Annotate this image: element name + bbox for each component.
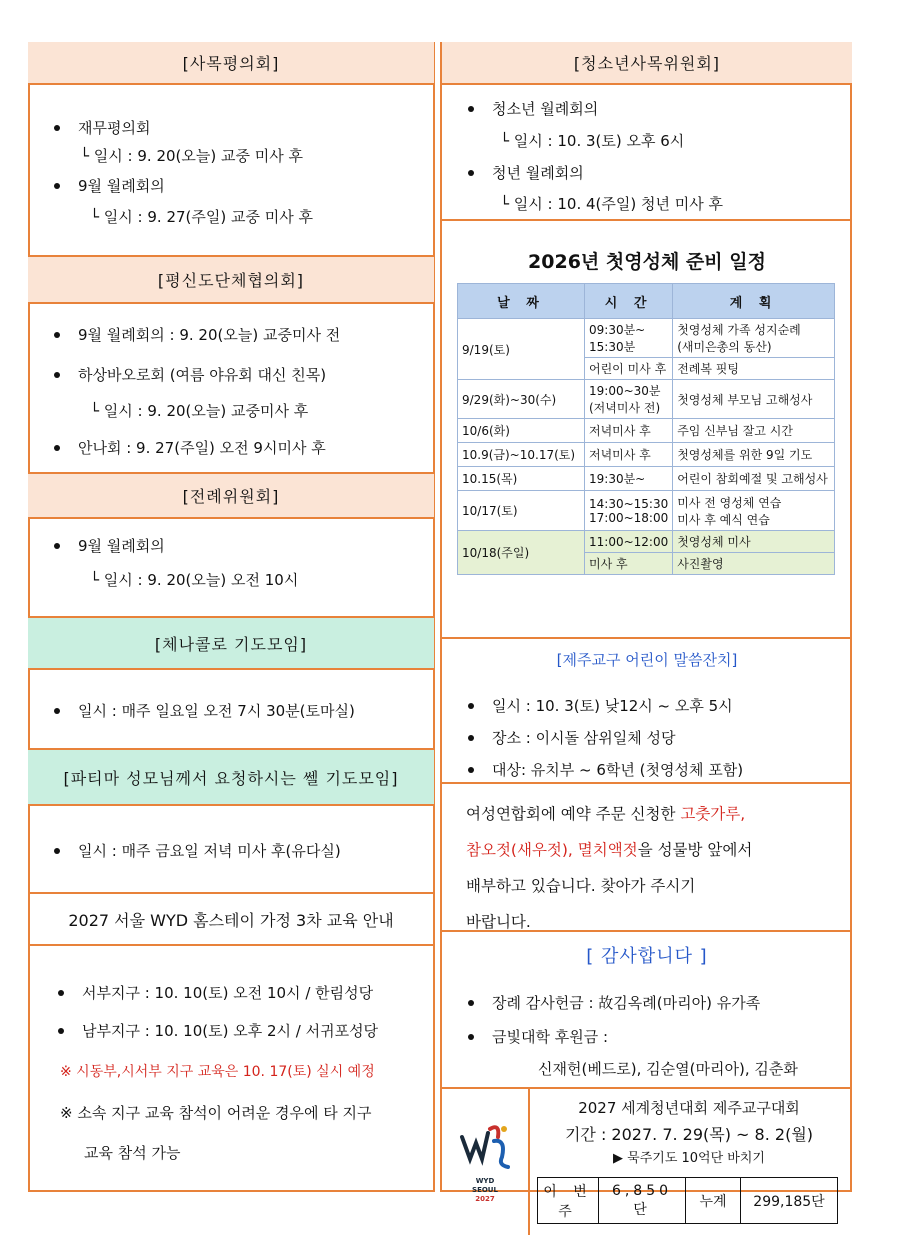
list-item	[54, 535, 165, 556]
item-sub: └ 일시 : 9. 20(오늘) 교중미사 후	[90, 402, 309, 420]
list-item	[468, 695, 733, 716]
item-label: 일시 : 10. 3(토) 낮12시 ~ 오후 5시	[492, 697, 733, 715]
list-item	[54, 700, 355, 721]
women-red-text: 참오젓(새우젓), 멸치액젓	[466, 841, 638, 859]
item-sub: └ 일시 : 10. 3(토) 오후 6시	[500, 132, 685, 150]
women-notice-section	[442, 784, 852, 932]
bullet	[54, 848, 60, 854]
cell-plan: 사진촬영	[673, 553, 835, 575]
fatima-header	[28, 750, 434, 806]
communion-schedule-table	[457, 283, 835, 575]
item-label: 9월 월례회의 : 9. 20(오늘) 교중미사 전	[78, 326, 341, 344]
cenacolo-section	[28, 670, 434, 750]
rosary-tally-table	[537, 1177, 838, 1224]
bullet	[468, 735, 474, 741]
cell-plan: 첫영성체 가족 성지순례 (새미은총의 동산)	[673, 319, 835, 358]
list-item	[54, 364, 326, 385]
table-row	[458, 467, 835, 491]
table-row	[458, 380, 835, 419]
wyd-event-section	[442, 1089, 852, 1237]
fatima-title: [파티마 성모님께서 요청하시는 쎌 기도모임]	[63, 768, 399, 788]
wyd-logo-text	[442, 1177, 528, 1204]
bullet	[54, 708, 60, 714]
list-item	[58, 1020, 378, 1041]
table-row	[458, 419, 835, 443]
item-label: 안나회 : 9. 27(주일) 오전 9시미사 후	[78, 439, 326, 457]
bullet	[468, 1000, 474, 1006]
col-header-time: 시 간	[585, 284, 673, 319]
logo-seoul: SEOUL	[472, 1186, 498, 1194]
item-label: 남부지구 : 10. 10(토) 오후 2시 / 서귀포성당	[82, 1022, 379, 1040]
council-section	[28, 85, 434, 257]
item-label: 일시 : 매주 금요일 저녁 미사 후(유다실)	[78, 842, 341, 860]
cell-plan: 전례복 핏팅	[673, 358, 835, 380]
women-text: 여성연합회에 예약 주문 신청한	[466, 805, 681, 823]
communion-section	[442, 247, 852, 639]
item-label: 재무평의회	[78, 119, 151, 137]
table-row	[458, 491, 835, 531]
table-row	[538, 1178, 838, 1224]
cell-time: 저녁미사 후	[585, 443, 673, 467]
list-item	[468, 759, 743, 780]
bullet	[58, 990, 64, 996]
item-label: 대상: 유치부 ~ 6학년 (첫영성체 포함)	[492, 761, 744, 779]
logo-year: 2027	[475, 1195, 495, 1203]
week-value: 6,850 단	[599, 1178, 686, 1224]
women-line-2	[466, 832, 852, 868]
youth-title: [청소년사목위원회]	[573, 54, 721, 73]
women-red-text: 고춧가루,	[680, 805, 746, 823]
cell-date: 9/19(토)	[458, 319, 585, 380]
bullet	[468, 1034, 474, 1040]
children-section	[442, 649, 852, 784]
bullet	[54, 183, 60, 189]
table-row	[458, 531, 835, 553]
bullet	[468, 703, 474, 709]
right-column	[442, 42, 852, 1237]
homestay-note-cont: 교육 참석 가능	[84, 1144, 181, 1162]
item-label: 청년 월례회의	[492, 164, 584, 182]
total-label: 누계	[686, 1178, 741, 1224]
item-label: 하상바오로회 (여름 야유회 대신 친목)	[78, 366, 327, 384]
table-row	[458, 443, 835, 467]
council-header	[28, 42, 434, 85]
cell-time: 미사 후	[585, 553, 673, 575]
list-item	[54, 437, 326, 458]
logo-wyd: WYD	[475, 1177, 495, 1185]
item-label: 장소 : 이시돌 삼위일체 성당	[492, 729, 676, 747]
bullet	[54, 543, 60, 549]
communion-table-wrap	[457, 283, 852, 575]
youth-section	[442, 85, 852, 221]
youth-header	[442, 42, 852, 85]
list-item	[54, 117, 150, 138]
wyd-homestay-header	[28, 894, 434, 946]
list-item	[58, 982, 373, 1003]
liturgy-title: [전례위원회]	[182, 487, 280, 506]
cenacolo-header	[28, 618, 434, 670]
cell-date: 10.9(금)~10.17(토)	[458, 443, 585, 467]
item-label: 청소년 월례회의	[492, 100, 599, 118]
cell-time: 저녁미사 후	[585, 419, 673, 443]
cell-time: 어린이 미사 후	[585, 358, 673, 380]
item-sub: └ 일시 : 9. 27(주일) 교중 미사 후	[90, 208, 313, 226]
council-title: [사목평의회]	[182, 54, 280, 73]
item-label: 서부지구 : 10. 10(토) 오전 10시 / 한림성당	[82, 984, 374, 1002]
list-item	[468, 727, 676, 748]
wyd-logo-icon	[456, 1119, 516, 1179]
total-value: 299,185단	[741, 1178, 838, 1224]
laity-header	[28, 257, 434, 304]
laity-title: [평신도단체협의회]	[157, 271, 305, 290]
laity-section	[28, 304, 434, 474]
thanks-section	[442, 942, 852, 1089]
cell-plan: 주임 신부님 잘고 시간	[673, 419, 835, 443]
cell-plan: 첫영성체 부모님 고해성사	[673, 380, 835, 419]
col-header-date: 날 짜	[458, 284, 585, 319]
bullet	[468, 106, 474, 112]
women-text: 을 성물방 앞에서	[637, 841, 753, 859]
women-line-1	[466, 796, 852, 832]
table-header-row	[458, 284, 835, 319]
donor-names: 신재헌(베드로), 김순열(마리아), 김춘화	[538, 1060, 798, 1078]
bullet	[54, 372, 60, 378]
cenacolo-title: [체나콜로 기도모임]	[154, 634, 308, 654]
item-label: 9월 월례회의	[78, 177, 165, 195]
bullet	[468, 767, 474, 773]
cell-plan: 미사 전 영성체 연습 미사 후 예식 연습	[673, 491, 835, 531]
cell-time: 19:30분~	[585, 467, 673, 491]
cell-time: 11:00~12:00	[585, 531, 673, 553]
list-item	[468, 992, 760, 1013]
cell-date: 9/29(화)~30(수)	[458, 380, 585, 419]
rosary-tally-wrap	[537, 1177, 838, 1224]
bullet	[54, 125, 60, 131]
left-column	[28, 42, 434, 1190]
list-item	[54, 324, 340, 345]
list-item	[468, 162, 584, 183]
thanks-title: [ 감사합니다 ]	[586, 946, 708, 967]
item-label: 금빛대학 후원금 :	[492, 1028, 609, 1046]
fatima-section	[28, 806, 434, 894]
cell-plan: 어린이 참회예절 및 고해성사	[673, 467, 835, 491]
cell-plan: 첫영성체 미사	[673, 531, 835, 553]
homestay-note: ※ 소속 지구 교육 참석이 어려운 경우에 타 지구	[60, 1104, 372, 1122]
list-item	[468, 1026, 608, 1047]
homestay-red-note: ※ 시동부,시서부 지구 교육은 10. 17(토) 실시 예정	[60, 1064, 375, 1080]
cell-date: 10/17(토)	[458, 491, 585, 531]
cell-time: 09:30분~ 15:30분	[585, 319, 673, 358]
wyd-rosary-goal: ▶ 묵주기도 10억단 바치기	[613, 1151, 765, 1166]
wyd-logo-box	[442, 1089, 530, 1235]
bullet	[468, 170, 474, 176]
cell-plan: 첫영성체를 위한 9일 기도	[673, 443, 835, 467]
item-label: 장례 감사헌금 : 故김옥례(마리아) 유가족	[492, 994, 761, 1012]
bullet	[58, 1028, 64, 1034]
wyd-homestay-section	[28, 946, 434, 1190]
cell-time: 19:00~30분 (저녁미사 전)	[585, 380, 673, 419]
item-label: 일시 : 매주 일요일 오전 7시 30분(토마실)	[78, 702, 355, 720]
item-sub: └ 일시 : 9. 20(오늘) 오전 10시	[90, 571, 299, 589]
item-sub: └ 일시 : 10. 4(주일) 청년 미사 후	[500, 195, 723, 213]
bullet	[54, 445, 60, 451]
list-item	[54, 175, 165, 196]
liturgy-section	[28, 519, 434, 618]
communion-title: 2026년 첫영성체 준비 일정	[528, 251, 766, 273]
item-sub: └ 일시 : 9. 20(오늘) 교중 미사 후	[80, 147, 303, 165]
women-line-4: 바랍니다.	[466, 913, 531, 931]
wyd-event-period: 기간 : 2027. 7. 29(목) ~ 8. 2(월)	[564, 1125, 814, 1144]
cell-date: 10/6(화)	[458, 419, 585, 443]
cell-date: 10.15(목)	[458, 467, 585, 491]
wyd-homestay-title: 2027 서울 WYD 홈스테이 가정 3차 교육 안내	[68, 910, 394, 930]
item-label: 9월 월례회의	[78, 537, 165, 555]
wyd-event-info	[534, 1097, 844, 1166]
women-line-3: 배부하고 있습니다. 찾아가 주시기	[466, 877, 696, 895]
list-item	[54, 840, 341, 861]
bullet	[54, 332, 60, 338]
children-title: [제주교구 어린이 말씀잔치]	[556, 651, 738, 669]
week-label: 이 번 주	[538, 1178, 599, 1224]
wyd-event-title: 2027 세계청년대회 제주교구대회	[578, 1099, 800, 1117]
column-divider	[433, 42, 442, 1192]
liturgy-header	[28, 474, 434, 519]
col-header-plan: 계 획	[673, 284, 835, 319]
cell-time: 14:30~15:30 17:00~18:00	[585, 491, 673, 531]
list-item	[468, 98, 598, 119]
cell-date: 10/18(주일)	[458, 531, 585, 575]
table-row	[458, 319, 835, 358]
